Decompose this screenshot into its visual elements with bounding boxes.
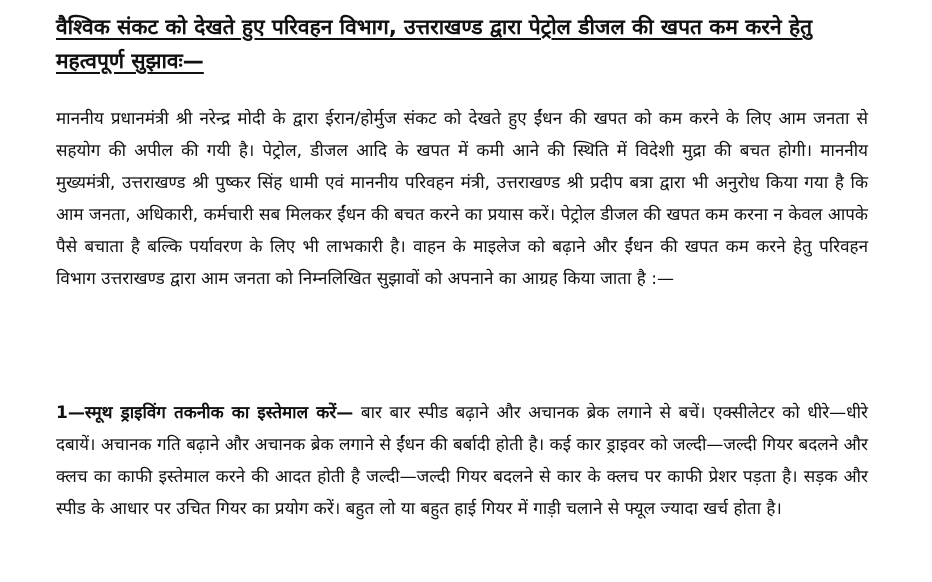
tip-1-title: 1—स्मूथ ड्राइविंग तकनीक का इस्तेमाल करें—: [56, 403, 354, 423]
tip-1-paragraph: [56, 397, 868, 525]
document-heading: [56, 10, 876, 78]
tip-1-body: बार बार स्पीड बढ़ाने और अचानक ब्रेक लगाने से बचें। एक्सीलेटर को धीरे—धीरे दबायें। अचानक गति बढ़ाने और अचानक ब्रेक लगाने से ईंधन की बर्बादी होती है। कई कार ड्राइवर को जल्दी—जल्दी गियर बदलने और क्लच का काफी इस्तेमाल करने की आदत होती है जल्दी—जल्दी गियर बदलने से कार के क्लच पर काफी प्रेशर पड़ता है। सड़क और स्पीड के आधार पर उचित गियर का प्रयोग करें। बहुत लो या बहुत हाई गियर में गाड़ी चलाने से फ्यूल ज्यादा खर्च होता है।: [56, 403, 868, 519]
heading-text: वैश्विक संकट को देखते हुए परिवहन विभाग, उत्तराखण्ड द्वारा पेट्रोल डीजल की खपत कम करने हेतु महत्वपूर्ण सुझावः—: [56, 15, 813, 73]
intro-paragraph: माननीय प्रधानमंत्री श्री नरेन्द्र मोदी के द्वारा ईरान/होर्मुज संकट को देखते हुए ईंधन की खपत को कम करने के लिए आम जनता से सहयोग की अपील की गयी है। पेट्रोल, डीजल आदि के खपत में कमी आने की स्थिति में विदेशी मुद्रा की बचत होगी। माननीय मुख्यमंत्री, उत्तराखण्ड श्री पुष्कर सिंह धामी एवं माननीय परिवहन मंत्री, उत्तराखण्ड श्री प्रदीप बत्रा द्वारा भी अनुरोध किया गया है कि आम जनता, अधिकारी, कर्मचारी सब मिलकर ईंधन की बचत करने का प्रयास करें। पेट्रोल डीजल की खपत कम करना न केवल आपके पैसे बचाता है बल्कि पर्यावरण के लिए भी लाभकारी है। वाहन के माइलेज को बढ़ाने और ईंधन की खपत कम करने हेतु परिवहन विभाग उत्तराखण्ड द्वारा आम जनता को निम्नलिखित सुझावों को अपनाने का आग्रह किया जाता है :—: [56, 109, 868, 289]
